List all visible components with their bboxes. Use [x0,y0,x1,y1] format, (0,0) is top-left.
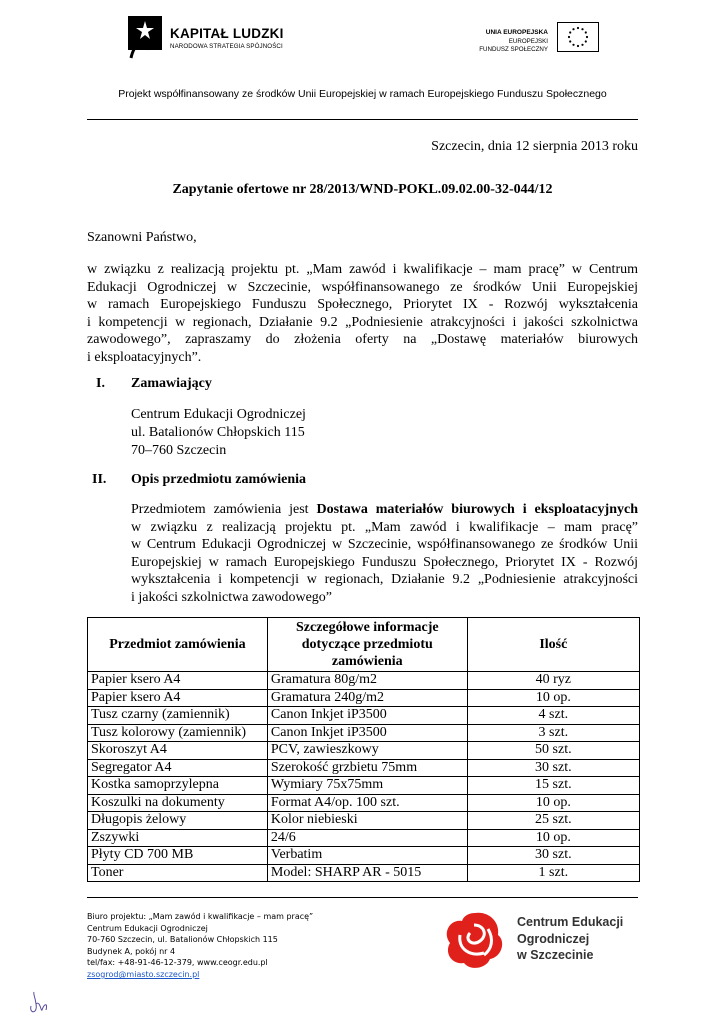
intro-line: i eksploatacyjnych”. [87,349,202,365]
item-cell: Segregator A4 [88,759,268,777]
section-2-title: Opis przedmiotu zamówienia [131,472,306,487]
details-cell: PCV, zawieszkowy [267,742,467,760]
eu-star-icon [581,28,583,30]
eu-star-icon [581,44,583,46]
ceo-logo-text [517,914,623,964]
details-cell: Verbatim [267,847,467,865]
item-cell: Płyty CD 700 MB [88,847,268,865]
table-row [88,794,640,812]
item-cell: Toner [88,864,268,882]
header-item: Przedmiot zamówienia [88,618,268,672]
description-line [131,501,638,519]
intro-line: zawodowego”, zapraszamy do złożenia oferty na „Dostawę materiałów biurowych [87,332,638,347]
description-line: i jakości szkolnictwa zawodowego” [131,589,332,605]
table-row [88,689,640,707]
details-cell: Wymiary 75x75mm [267,777,467,795]
kapital-ludzki-subtitle: NARODOWA STRATEGIA SPÓJNOŚCI [170,43,283,50]
description-line: w związku z realizacją projektu pt. „Mam zawód i kwalifikacje – mam pracę” [131,519,638,535]
details-cell: Format A4/op. 100 szt. [267,794,467,812]
details-cell: Szerokość grzbietu 75mm [267,759,467,777]
ceo-logo-line: Centrum Edukacji [517,915,624,929]
contracting-authority-address [131,406,306,460]
ceo-logo-line: Ogrodniczej [517,931,590,946]
details-cell: Gramatura 80g/m2 [267,672,467,690]
quantity-cell: 4 szt. [467,707,639,725]
project-cofinancing-note: Projekt współfinansowany ze środków Unii Europejskiej w ramach Europejskiego Funduszu Społecznego [118,88,607,100]
details-cell: Gramatura 240g/m2 [267,689,467,707]
item-cell: Długopis żelowy [88,812,268,830]
item-cell: Tusz kolorowy (zamiennik) [88,724,268,742]
quantity-cell: 10 op. [467,794,639,812]
details-cell: Canon Inkjet iP3500 [267,707,467,725]
ceo-logo-line: w Szczecinie [517,948,594,962]
eu-star-icon [572,28,574,30]
intro-line: i kompetencji w regionach, Działanie 9.2 „Podniesienie atrakcyjności i jakości szkolnictwa [87,314,638,330]
section-2-number: II. [92,472,107,487]
quantity-cell: 25 szt. [467,812,639,830]
handwritten-initials [28,990,50,1016]
eu-star-icon [569,40,571,42]
kapital-ludzki-title: KAPITAŁ LUDZKI [170,26,284,41]
eu-line-2: EUROPEJSKI [508,37,548,45]
ceo-logo [440,905,624,975]
details-cell: 24/6 [267,829,467,847]
header-details: Szczegółowe informacje dotyczące przedmiotu zamówienia [267,618,467,672]
details-cell: Canon Inkjet iP3500 [267,724,467,742]
intro-line: Edukacji Ogrodniczej w Szczecinie, współfinansowanego ze środków Unii Europejskiej [87,279,638,295]
kapital-ludzki-emblem-icon [126,14,166,60]
quantity-cell: 3 szt. [467,724,639,742]
details-cell: Kolor niebieski [267,812,467,830]
quantity-cell: 10 op. [467,689,639,707]
footer-line: tel/fax: +48-91-46-12-379, www.ceogr.edu.pl [87,958,268,968]
quantity-cell: 50 szt. [467,742,639,760]
footer-divider [87,897,638,898]
greeting: Szanowni Państwo, [87,230,197,245]
description-prefix: Przedmiotem zamówienia jest [131,502,317,517]
table-row [88,707,640,725]
footer-line: Biuro projektu: „Mam zawód i kwalifikacje – mam pracę” [87,912,314,921]
address-line: ul. Batalionów Chłopskich 115 [131,425,305,440]
footer-line: Centrum Edukacji Ogrodniczej [87,923,208,933]
order-items-table [87,617,640,882]
eu-star-icon [585,40,587,42]
section-1-number: I. [96,376,105,391]
item-cell: Papier ksero A4 [88,672,268,690]
eu-line-3: FUNDUSZ SPOŁECZNY [479,46,548,53]
eu-fund-label [466,29,548,55]
kapital-ludzki-logo [122,14,297,64]
description-line: wykształcenia i kompetencji w regionach, Działanie 9.2 „Podniesienie atrakcyjności [131,572,638,587]
eu-star-icon [569,31,571,33]
eu-star-icon [586,36,588,38]
section-1-title: Zamawiający [131,376,212,391]
footer-line: 70-760 Szczecin, ul. Batalionów Chłopskich 115 [87,935,278,945]
rose-icon [440,905,510,975]
table-row [88,672,640,690]
quantity-cell: 15 szt. [467,777,639,795]
table-row [88,847,640,865]
quantity-cell: 1 szt. [467,864,639,882]
project-office-contact [87,911,313,981]
table-row [88,829,640,847]
description-line: Europejskiej w ramach Europejskiego Funduszu Społecznego, Priorytet IX - Rozwój [131,554,638,570]
eu-star-icon [585,31,587,33]
item-cell: Papier ksero A4 [88,689,268,707]
eu-flag-icon [557,22,599,52]
table-row [88,864,640,882]
document-title: Zapytanie ofertowe nr 28/2013/WND-POKL.09.02.00-32-044/12 [172,182,553,197]
quantity-cell: 30 szt. [467,847,639,865]
item-cell: Skoroszyt A4 [88,742,268,760]
order-subject-bold: Dostawa materiałów biurowych i eksploatacyjnych [316,502,638,517]
quantity-cell: 40 ryz [467,672,639,690]
address-line: 70–760 Szczecin [131,443,227,458]
table-row [88,724,640,742]
table-row [88,759,640,777]
order-description-paragraph [131,501,638,606]
description-line: w Centrum Edukacji Ogrodniczej w Szczecinie, współfinansowanego ze środków Unii [131,537,638,552]
header-divider [87,119,638,120]
header-quantity: Ilość [467,618,639,672]
table-header-row [88,618,640,672]
eu-star-icon [577,45,579,47]
item-cell: Koszulki na dokumenty [88,794,268,812]
intro-line: w związku z realizacją projektu pt. „Mam zawód i kwalifikacje – mam pracę” w Centrum [87,262,638,277]
table-row [88,812,640,830]
letter-date: Szczecin, dnia 12 sierpnia 2013 roku [431,139,638,154]
address-line: Centrum Edukacji Ogrodniczej [131,407,306,422]
eu-star-icon [577,27,579,29]
intro-paragraph [87,261,638,366]
email-link[interactable]: zsogrod@miasto.szczecin.pl [87,969,200,979]
item-cell: Kostka samoprzylepna [88,777,268,795]
item-cell: Zszywki [88,829,268,847]
quantity-cell: 10 op. [467,829,639,847]
footer-line: Budynek A, pokój nr 4 [87,946,176,956]
table-row [88,742,640,760]
intro-line: w ramach Europejskiego Funduszu Społecznego, Priorytet IX - Rozwój wykształcenia [87,297,638,312]
eu-star-icon [572,44,574,46]
eu-line-1: UNIA EUROPEJSKA [485,29,548,36]
item-cell: Tusz czarny (zamiennik) [88,707,268,725]
table-row [88,777,640,795]
details-cell: Model: SHARP AR - 5015 [267,864,467,882]
quantity-cell: 30 szt. [467,759,639,777]
eu-star-icon [568,36,570,38]
